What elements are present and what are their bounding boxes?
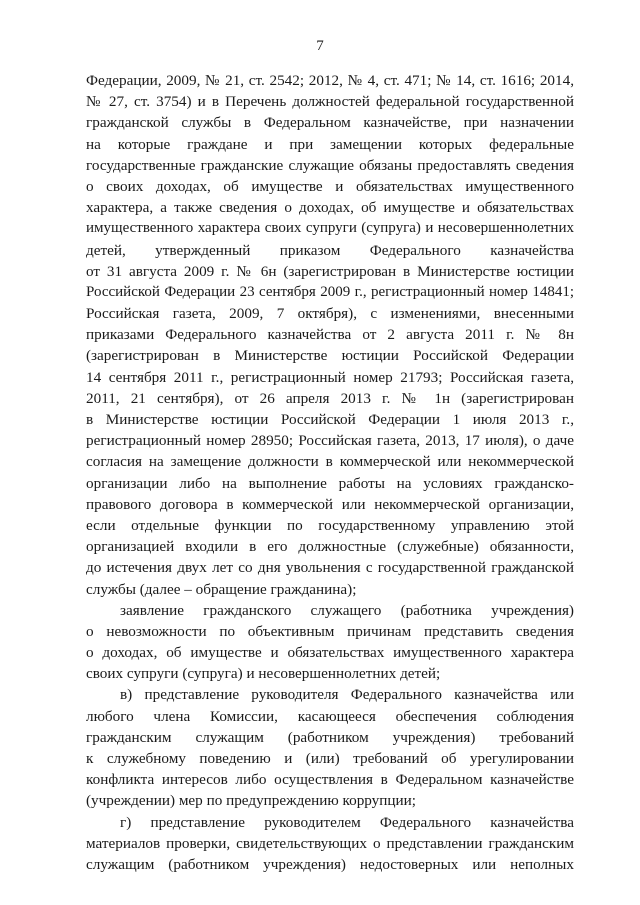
- text-line: службы (далее – обращение гражданина);: [86, 580, 357, 598]
- text-line: № 27, ст. 3754) и в Перечень должностей федеральной государственной: [86, 93, 574, 111]
- text-line: регистрационный номер 28950; Российская газета, 2013, 17 июля), о даче: [86, 432, 574, 450]
- text-line: 14 сентября 2011 г., регистрационный номер 21793; Российская газета,: [86, 368, 574, 386]
- text-line: заявление гражданского служащего (работника учреждения): [120, 601, 574, 619]
- text-line: о своих доходах, об имуществе и обязательствах имущественного: [86, 177, 574, 195]
- text-line: гражданским служащим (работником учреждения) требований: [86, 728, 574, 746]
- text-line: до истечения двух лет со дня увольнения с государственной гражданской: [86, 559, 574, 577]
- text-line: в) представление руководителя Федерального казначейства или: [120, 686, 574, 704]
- text-line: (зарегистрирован в Министерстве юстиции Российской Федерации: [86, 347, 574, 365]
- text-line: конфликта интересов либо осуществления в Федеральном казначействе: [86, 771, 574, 789]
- text-line: Федерации, 2009, № 21, ст. 2542; 2012, № 4, ст. 471; № 14, ст. 1616; 2014,: [86, 72, 574, 89]
- text-line: (учреждении) мер по предупреждению коррупции;: [86, 792, 417, 810]
- text-line: от 31 августа 2009 г. № 6н (зарегистрирован в Министерстве юстиции: [86, 262, 574, 280]
- text-line: материалов проверки, свидетельствующих о представлении гражданским: [86, 834, 574, 852]
- text-line: гражданской службы в Федеральном казначействе, при назначении: [86, 114, 574, 132]
- text-line: о доходах, об имуществе и обязательствах имущественного характера: [86, 644, 574, 662]
- text-line: если отдельные функции по государственному управлению этой: [86, 516, 574, 534]
- page-number: 7: [316, 38, 324, 54]
- text-line: согласия на замещение должности в коммерческой или некоммерческой: [86, 453, 574, 471]
- document-body: [86, 70, 574, 875]
- text-line: служащим (работником учреждения) недостоверных или неполных: [86, 855, 574, 873]
- text-line: на которые граждане и при замещении которых федеральные: [86, 135, 574, 153]
- text-line: 2011, 21 сентября), от 26 апреля 2013 г. № 1н (зарегистрирован: [86, 389, 574, 407]
- text-line: в Министерстве юстиции Российской Федерации 1 июля 2013 г.,: [86, 411, 574, 428]
- text-line: Российской Федерации 23 сентября 2009 г., регистрационный номер 14841;: [86, 283, 574, 300]
- text-line: своих супруги (супруга) и несовершеннолетних детей;: [86, 665, 441, 683]
- text-line: любого члена Комиссии, касающееся обеспечения соблюдения: [86, 707, 574, 725]
- text-line: детей, утвержденный приказом Федерального казначейства: [86, 241, 574, 259]
- text-line: правового договора в коммерческой или некоммерческой организации,: [86, 495, 574, 513]
- text-line: о невозможности по объективным причинам представить сведения: [86, 622, 574, 640]
- text-line: характера, а также сведения о доходах, об имуществе и обязательствах: [86, 199, 574, 217]
- text-line: приказами Федерального казначейства от 2 августа 2011 г. № 8н: [86, 326, 574, 344]
- text-line: организацией входили в его должностные (служебные) обязанности,: [86, 538, 574, 556]
- text-line: государственные гражданские служащие обязаны предоставлять сведения: [86, 156, 574, 174]
- text-line: имущественного характера своих супруги (супруга) и несовершеннолетних: [86, 220, 574, 237]
- text-line: г) представление руководителем Федерального казначейства: [120, 813, 574, 831]
- text-line: организации либо на выполнение работы на условиях гражданско-: [86, 474, 574, 492]
- text-line: к служебному поведению и (или) требований об урегулировании: [86, 750, 574, 767]
- text-line: Российская газета, 2009, 7 октября), с изменениями, внесенными: [86, 305, 574, 323]
